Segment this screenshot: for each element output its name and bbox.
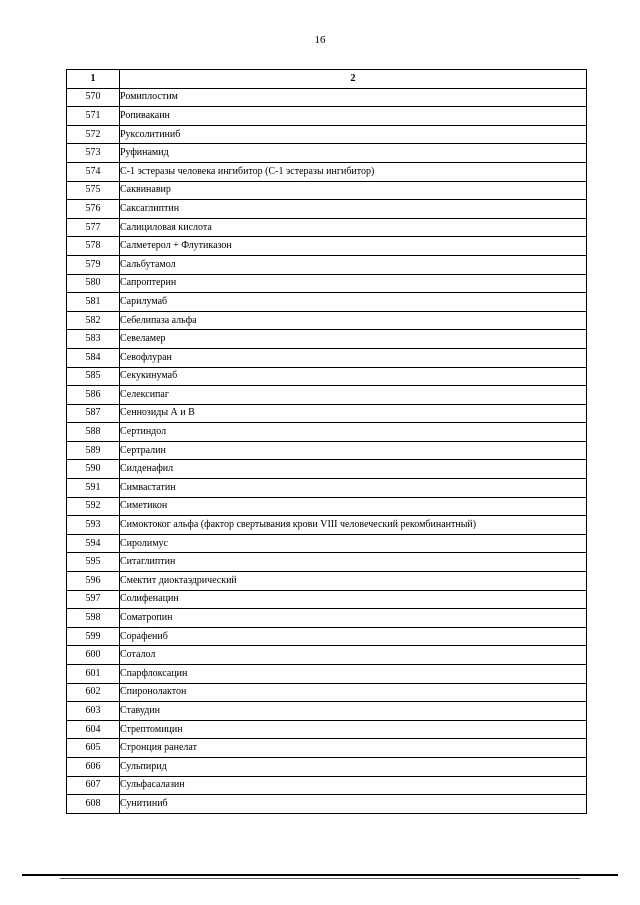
column-header-name: 2 xyxy=(120,70,587,89)
row-number: 598 xyxy=(67,609,120,628)
drug-name: Сиролимус xyxy=(120,534,587,553)
row-number: 575 xyxy=(67,181,120,200)
drug-name: Соматропин xyxy=(120,609,587,628)
row-number: 584 xyxy=(67,348,120,367)
table-header-row xyxy=(67,70,587,89)
drug-name: Сеннозиды А и В xyxy=(120,404,587,423)
row-number: 570 xyxy=(67,88,120,107)
table-row xyxy=(67,776,587,795)
drug-name: Солифенацин xyxy=(120,590,587,609)
table-row xyxy=(67,720,587,739)
table-row xyxy=(67,665,587,684)
drug-name: Салициловая кислота xyxy=(120,218,587,237)
drug-name: Саксаглиптин xyxy=(120,200,587,219)
drug-name: Севеламер xyxy=(120,330,587,349)
table-row xyxy=(67,181,587,200)
drug-name: Ропивакаин xyxy=(120,107,587,126)
table-row xyxy=(67,572,587,591)
table-row xyxy=(67,255,587,274)
row-number: 580 xyxy=(67,274,120,293)
table-row xyxy=(67,423,587,442)
table-row xyxy=(67,162,587,181)
row-number: 599 xyxy=(67,627,120,646)
drug-name: Руксолитиниб xyxy=(120,125,587,144)
table-row xyxy=(67,107,587,126)
drug-name: Сальбутамол xyxy=(120,255,587,274)
row-number: 586 xyxy=(67,386,120,405)
drug-name: Сорафениб xyxy=(120,627,587,646)
row-number: 604 xyxy=(67,720,120,739)
drug-name: Спарфлоксацин xyxy=(120,665,587,684)
table-row xyxy=(67,553,587,572)
row-number: 592 xyxy=(67,497,120,516)
drug-table xyxy=(66,69,587,814)
row-number: 574 xyxy=(67,162,120,181)
row-number: 605 xyxy=(67,739,120,758)
table-row xyxy=(67,497,587,516)
table-row xyxy=(67,274,587,293)
drug-name: Симоктоког альфа (фактор свертывания крови VIII человеческий рекомбинантный) xyxy=(120,516,587,535)
row-number: 593 xyxy=(67,516,120,535)
drug-name: Сарилумаб xyxy=(120,293,587,312)
row-number: 578 xyxy=(67,237,120,256)
table-row xyxy=(67,125,587,144)
table-row xyxy=(67,795,587,814)
row-number: 588 xyxy=(67,423,120,442)
drug-name: Симвастатин xyxy=(120,479,587,498)
row-number: 572 xyxy=(67,125,120,144)
table-row xyxy=(67,311,587,330)
drug-name: Стронция ранелат xyxy=(120,739,587,758)
row-number: 602 xyxy=(67,683,120,702)
drug-name: Смектит диоктаэдрический xyxy=(120,572,587,591)
row-number: 594 xyxy=(67,534,120,553)
row-number: 596 xyxy=(67,572,120,591)
page-number: 16 xyxy=(314,34,326,46)
table-row xyxy=(67,88,587,107)
drug-name: Сульпирид xyxy=(120,757,587,776)
row-number: 600 xyxy=(67,646,120,665)
table-row xyxy=(67,441,587,460)
row-number: 573 xyxy=(67,144,120,163)
drug-name: Салметерол + Флутиказон xyxy=(120,237,587,256)
row-number: 583 xyxy=(67,330,120,349)
table-row xyxy=(67,702,587,721)
drug-name: Сапроптерин xyxy=(120,274,587,293)
table-row xyxy=(67,646,587,665)
row-number: 581 xyxy=(67,293,120,312)
drug-name: Себелипаза альфа xyxy=(120,311,587,330)
footer-rule-thin xyxy=(60,878,580,879)
drug-name: Сульфасалазин xyxy=(120,776,587,795)
row-number: 576 xyxy=(67,200,120,219)
table-row xyxy=(67,293,587,312)
row-number: 590 xyxy=(67,460,120,479)
row-number: 571 xyxy=(67,107,120,126)
row-number: 606 xyxy=(67,757,120,776)
table-row xyxy=(67,516,587,535)
table-row xyxy=(67,404,587,423)
table-row xyxy=(67,330,587,349)
drug-name: Ромиплостим xyxy=(120,88,587,107)
row-number: 582 xyxy=(67,311,120,330)
row-number: 601 xyxy=(67,665,120,684)
drug-name: Спиронолактон xyxy=(120,683,587,702)
row-number: 603 xyxy=(67,702,120,721)
drug-name: Саквинавир xyxy=(120,181,587,200)
drug-name: Стрептомицин xyxy=(120,720,587,739)
drug-name: Секукинумаб xyxy=(120,367,587,386)
table-row xyxy=(67,590,587,609)
drug-name: Сунитиниб xyxy=(120,795,587,814)
table-row xyxy=(67,200,587,219)
table-row xyxy=(67,460,587,479)
row-number: 585 xyxy=(67,367,120,386)
table-row xyxy=(67,218,587,237)
row-number: 595 xyxy=(67,553,120,572)
row-number: 577 xyxy=(67,218,120,237)
drug-name: Сертиндол xyxy=(120,423,587,442)
table-row xyxy=(67,683,587,702)
drug-name: Симетикон xyxy=(120,497,587,516)
column-header-number: 1 xyxy=(67,70,120,89)
footer-rule xyxy=(22,874,618,876)
row-number: 597 xyxy=(67,590,120,609)
drug-name: Ситаглиптин xyxy=(120,553,587,572)
table-row xyxy=(67,348,587,367)
row-number: 587 xyxy=(67,404,120,423)
drug-name: Ставудин xyxy=(120,702,587,721)
row-number: 589 xyxy=(67,441,120,460)
drug-name: Селексипаг xyxy=(120,386,587,405)
row-number: 607 xyxy=(67,776,120,795)
drug-name: Силденафил xyxy=(120,460,587,479)
drug-name: Севофлуран xyxy=(120,348,587,367)
table-row xyxy=(67,144,587,163)
row-number: 579 xyxy=(67,255,120,274)
row-number: 608 xyxy=(67,795,120,814)
drug-name: Руфинамид xyxy=(120,144,587,163)
table-row xyxy=(67,627,587,646)
drug-name: Соталол xyxy=(120,646,587,665)
drug-name: Сертралин xyxy=(120,441,587,460)
table-row xyxy=(67,237,587,256)
table-row xyxy=(67,386,587,405)
table-row xyxy=(67,479,587,498)
table-row xyxy=(67,534,587,553)
drug-name: С-1 эстеразы человека ингибитор (С-1 эстеразы ингибитор) xyxy=(120,162,587,181)
table-row xyxy=(67,609,587,628)
table-row xyxy=(67,739,587,758)
row-number: 591 xyxy=(67,479,120,498)
table-row xyxy=(67,367,587,386)
table-row xyxy=(67,757,587,776)
